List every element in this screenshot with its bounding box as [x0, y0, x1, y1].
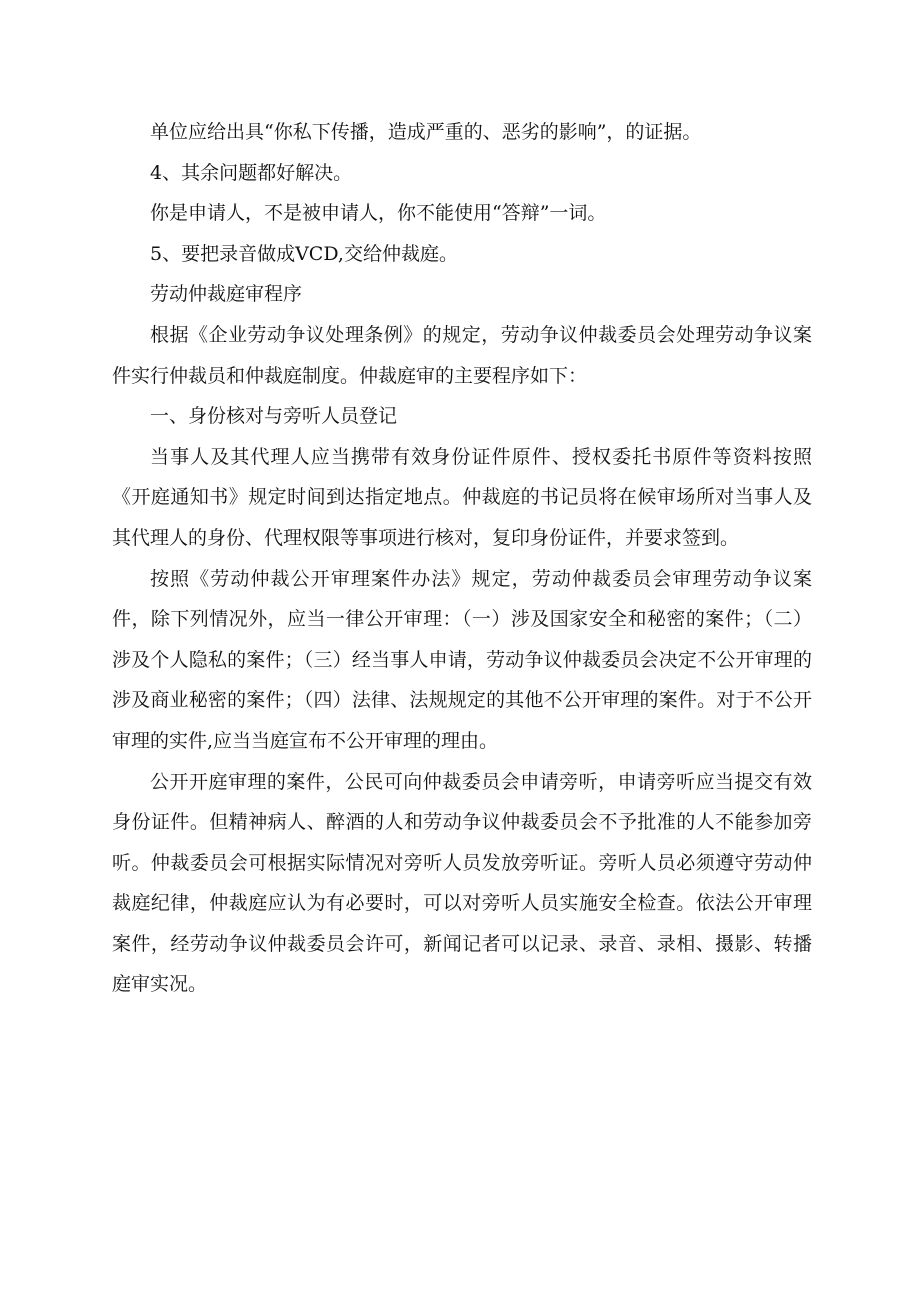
subsection-heading-identity: 一、身份核对与旁听人员登记 [150, 405, 398, 428]
document-page [112, 112, 812, 1005]
paragraph-evidence: 单位应给出具“你私下传播，造成严重的、恶劣的影响”，的证据。 [150, 121, 702, 143]
paragraph-item-4: 4、其余问题都好解决。 [150, 161, 353, 184]
paragraph-item-5: 5、要把录音做成VCD,交给仲裁庭。 [150, 242, 458, 265]
paragraph-audience-rules: 公开开庭审理的案件，公民可向仲裁委员会申请旁听，申请旁听应当提交有效身份证件。但精神病人、醉酒的人和劳动争议仲裁委员会不予批准的人不能参加旁听。仲裁委员会可根据实际情况对旁听人员发放旁听证。旁听人员必须遵守劳动仲裁庭纪律，仲裁庭应认为有必要时，可以对旁听人员实施安全检查。依法公开审理案件，经劳动争议仲裁委员会许可，新闻记者可以记录、录音、录相、摄影、转播庭审实况。 [112, 770, 812, 996]
paragraph-identity-check: 当事人及其代理人应当携带有效身份证件原件、授权委托书原件等资料按照《开庭通知书》规定时间到达指定地点。仲裁庭的书记员将在候审场所对当事人及其代理人的身份、代理权限等事项进行核对，复印身份证件，并要求签到。 [112, 445, 812, 549]
section-heading-procedure: 劳动仲裁庭审程序 [150, 283, 303, 306]
paragraph-public-hearing-rules: 按照《劳动仲裁公开审理案件办法》规定，劳动仲裁委员会审理劳动争议案件，除下列情况外，应当一律公开审理：（一）涉及国家安全和秘密的案件；（二）涉及个人隐私的案件；（三）经当事人申请，劳动争议仲裁委员会决定不公开审理的涉及商业秘密的案件；（四）法律、法规规定的其他不公开审理的案件。对于不公开审理的实件,应当当庭宣布不公开审理的理由。 [112, 567, 812, 752]
paragraph-applicant-note: 你是申请人，不是被申请人，你不能使用“答辩”一词。 [150, 202, 607, 225]
paragraph-regulation-intro: 根据《企业劳动争议处理条例》的规定，劳动争议仲裁委员会处理劳动争议案件实行仲裁员和仲裁庭制度。仲裁庭审的主要程序如下： [112, 323, 812, 387]
